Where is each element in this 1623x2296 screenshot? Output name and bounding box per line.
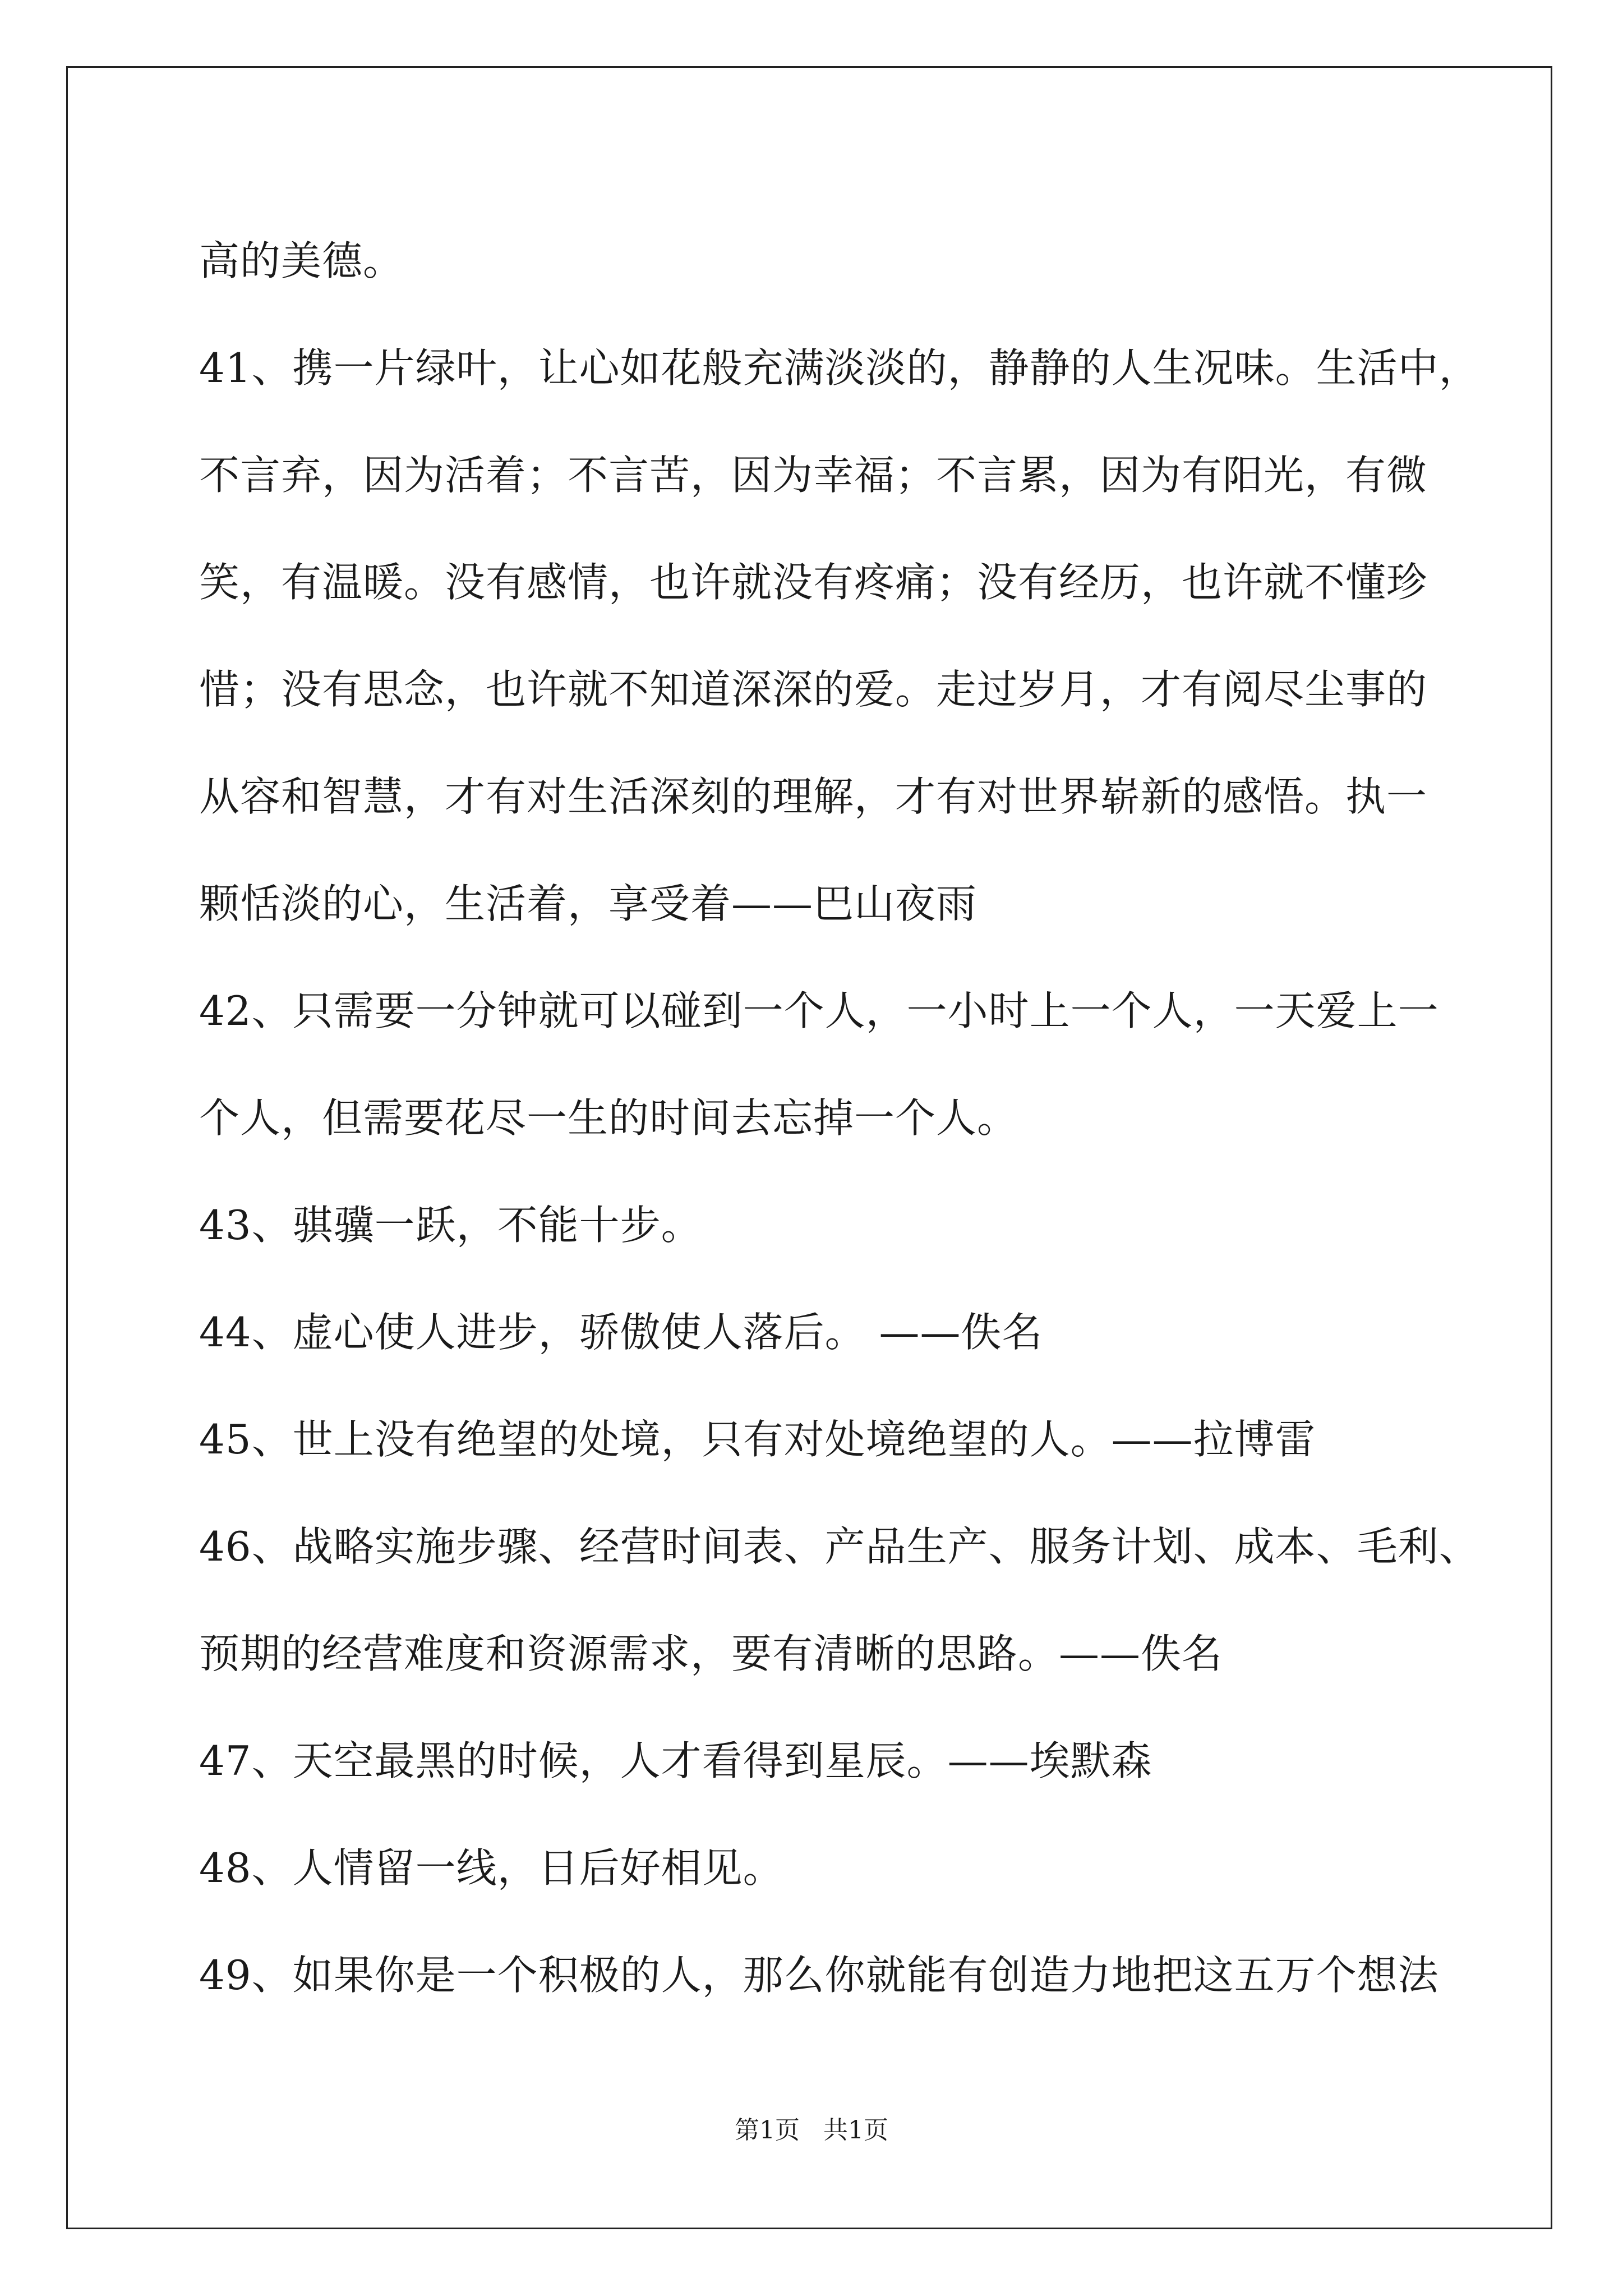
text-line: 高的美德。 (199, 237, 404, 284)
text-line: 惜；没有思念，也许就不知道深深的爱。走过岁月，才有阅尽尘事的 (199, 666, 1428, 713)
text-line: 个人，但需要花尽一生的时间去忘掉一个人。 (199, 1094, 1018, 1142)
text-line: 42、只需要一分钟就可以碰到一个人，一小时上一个人，一天爱上一 (199, 987, 1439, 1034)
document-body (199, 208, 1489, 2029)
text-line: 笑，有温暖。没有感情，也许就没有疼痛；没有经历，也许就不懂珍 (199, 559, 1428, 606)
text-line: 45、世上没有绝望的处境，只有对处境绝望的人。——拉博雷 (199, 1416, 1316, 1463)
text-line: 48、人情留一线，日后好相见。 (199, 1844, 784, 1892)
page-footer: 第1页 共1页 (735, 2116, 888, 2145)
text-line: 从容和智慧，才有对生活深刻的理解，才有对世界崭新的感悟。执一 (199, 773, 1428, 820)
text-line: 颗恬淡的心，生活着，享受着——巴山夜雨 (199, 880, 978, 927)
text-line: 不言弃，因为活着；不言苦，因为幸福；不言累，因为有阳光，有微 (199, 452, 1428, 499)
text-line: 49、如果你是一个积极的人，那么你就能有创造力地把这五万个想法 (199, 1952, 1439, 1999)
text-line: 44、虚心使人进步，骄傲使人落后。 ——佚名 (199, 1309, 1043, 1356)
text-line: 43、骐骥一跃，不能十步。 (199, 1202, 702, 1249)
text-line: 预期的经营难度和资源需求，要有清晰的思路。——佚名 (199, 1630, 1223, 1677)
text-line: 47、天空最黑的时候，人才看得到星辰。——埃默森 (199, 1737, 1152, 1784)
text-line: 46、战略实施步骤、经营时间表、产品生产、服务计划、成本、毛利、 (199, 1523, 1480, 1570)
text-line: 41、携一片绿叶，让心如花般充满淡淡的，静静的人生况味。生活中， (199, 344, 1480, 392)
